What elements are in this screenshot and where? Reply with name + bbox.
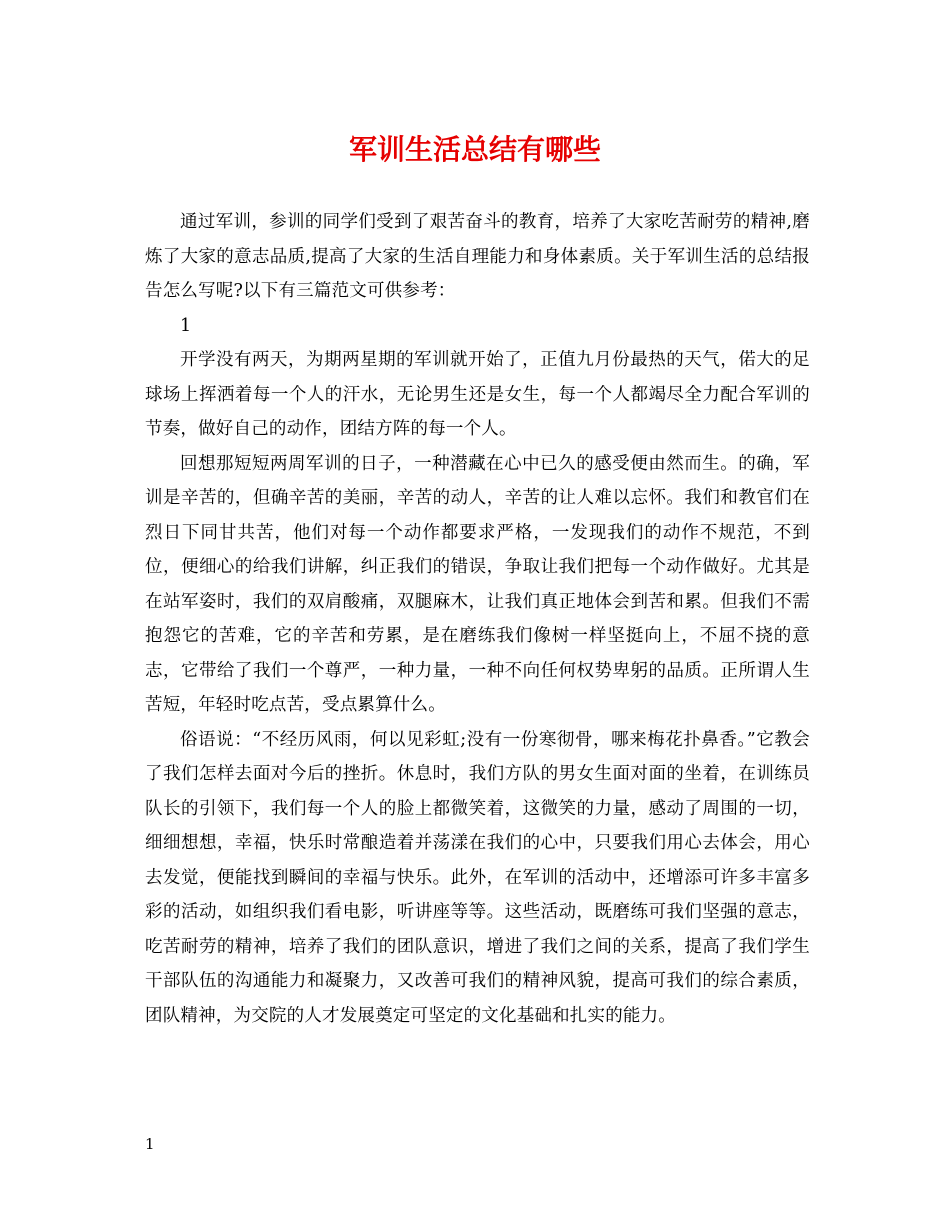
page-number: 1 [145,1135,155,1153]
section-number: 1 [180,315,192,336]
intro-paragraph: 通过军训，参训的同学们受到了艰苦奋斗的教育，培养了大家吃苦耐劳的精神,磨炼了大家的意志品质,提高了大家的生活自理能力和身体素质。关于军训生活的总结报告怎么写呢?以下有三篇范文可供参考： [145,212,810,301]
body-paragraph: 回想那短短两周军训的日子，一种潜藏在心中已久的感受便由然而生。的确，军训是辛苦的，但确辛苦的美丽，辛苦的动人，辛苦的让人难以忘怀。我们和教官们在烈日下同甘共苦，他们对每一个动作都要求严格，一发现我们的动作不规范，不到位，便细心的给我们讲解，纠正我们的错误，争取让我们把每一个动作做好。尤其是在站军姿时，我们的双肩酸痛，双腿麻木，让我们真正地体会到苦和累。但我们不需抱怨它的苦难，它的辛苦和劳累，是在磨练我们像树一样坚挺向上，不屈不挠的意志，它带给了我们一个尊严，一种力量，一种不向任何权势卑躬的品质。正所谓人生苦短，年轻时吃点苦，受点累算什么。 [145,453,810,715]
body-paragraph: 开学没有两天，为期两星期的军训就开始了，正值九月份最热的天气，偌大的足球场上挥洒着每一个人的汗水，无论男生还是女生，每一个人都竭尽全力配合军训的节奏，做好自己的动作，团结方阵的每一个人。 [145,350,810,439]
document-title: 军训生活总结有哪些 [348,133,601,166]
body-paragraph: 俗语说：“不经历风雨，何以见彩虹;没有一份寒彻骨，哪来梅花扑鼻香。”它教会了我们怎样去面对今后的挫折。休息时，我们方队的男女生面对面的坐着，在训练员队长的引领下，我们每一个人的脸上都微笑着，这微笑的力量，感动了周围的一切，细细想想，幸福，快乐时常酿造着并荡漾在我们的心中，只要我们用心去体会，用心去发觉，便能找到瞬间的幸福与快乐。此外，在军训的活动中，还增添可许多丰富多彩的活动，如组织我们看电影，听讲座等等。这些活动，既磨练可我们坚强的意志，吃苦耐劳的精神，培养了我们的团队意识，增进了我们之间的关系，提高了我们学生干部队伍的沟通能力和凝聚力，又改善可我们的精神风貌，提高可我们的综合素质，团队精神，为交院的人才发展奠定可坚定的文化基础和扎实的能力。 [145,729,810,1026]
document-body [145,205,810,1033]
